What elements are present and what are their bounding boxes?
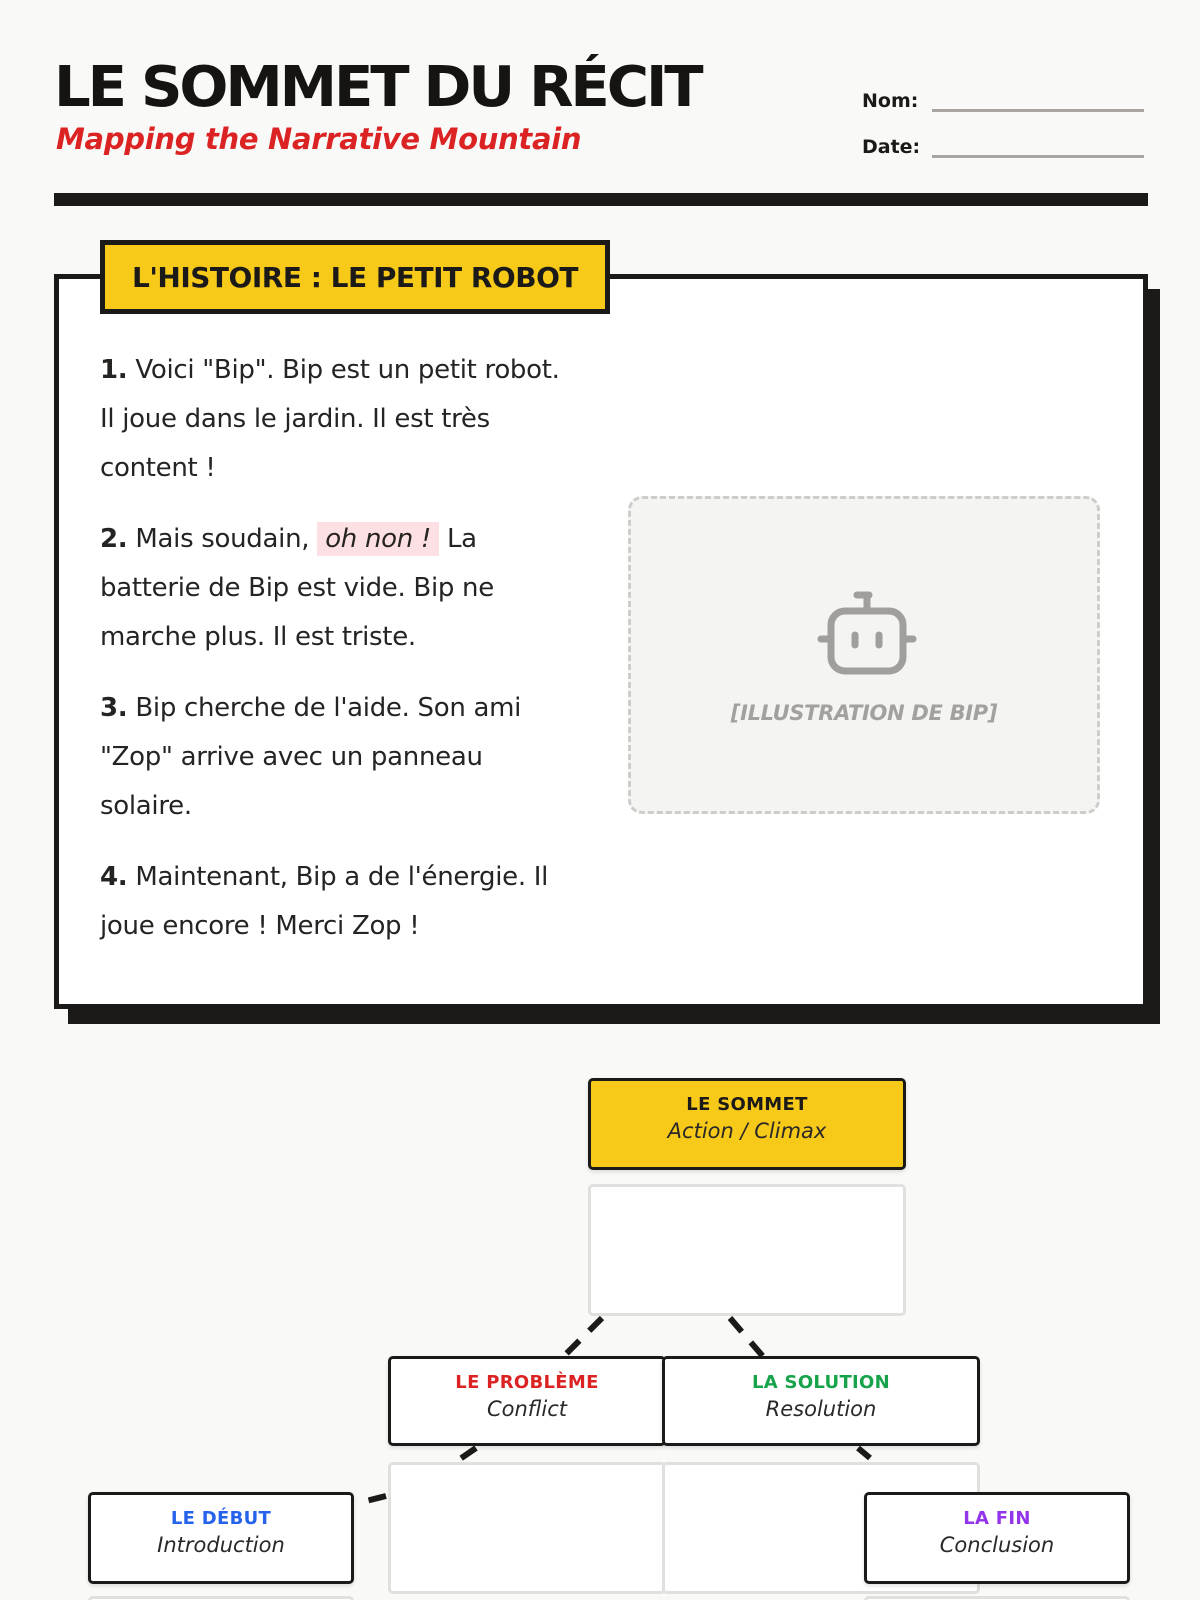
name-label: Nom:	[862, 90, 919, 112]
paragraph-text: La batterie de Bip est vide. Bip ne marche plus. Il est triste.	[100, 524, 494, 652]
paragraph-number: 3.	[100, 693, 128, 723]
page-title: LE SOMMET DU RÉCIT	[54, 55, 701, 120]
node-le-probleme	[388, 1356, 666, 1446]
worksheet-header	[54, 56, 1148, 166]
node-subtitle: Conclusion	[939, 1533, 1055, 1557]
answer-box-sommet[interactable]	[588, 1184, 906, 1316]
illustration-placeholder	[628, 496, 1100, 814]
page-subtitle: Mapping the Narrative Mountain	[56, 122, 582, 156]
story-paragraph-1	[100, 346, 570, 493]
node-title: LA FIN	[963, 1508, 1031, 1529]
node-title: LE DÉBUT	[170, 1508, 272, 1529]
node-title: LE SOMMET	[686, 1094, 808, 1115]
robot-icon	[817, 591, 917, 677]
node-la-fin	[864, 1492, 1130, 1584]
node-title: LE PROBLÈME	[455, 1372, 599, 1393]
paragraph-number: 4.	[100, 862, 128, 892]
node-subtitle: Resolution	[765, 1397, 877, 1421]
answer-box-probleme[interactable]	[388, 1462, 666, 1594]
node-le-sommet	[588, 1078, 906, 1170]
paragraph-text: Bip cherche de l'aide. Son ami "Zop" arrive avec un panneau solaire.	[100, 693, 522, 821]
node-title: LA SOLUTION	[751, 1372, 891, 1393]
story-paragraphs	[100, 346, 570, 973]
date-field[interactable]	[862, 136, 1144, 158]
paragraph-number: 2.	[100, 524, 128, 554]
story-paragraph-3	[100, 684, 570, 831]
story-paragraph-4	[100, 853, 570, 951]
date-label: Date:	[862, 136, 921, 158]
story-paragraph-2	[100, 515, 570, 662]
answer-box-fin[interactable]	[864, 1596, 1130, 1600]
node-subtitle: Conflict	[486, 1397, 567, 1421]
node-subtitle: Introduction	[157, 1533, 285, 1557]
highlighted-phrase: oh non !	[317, 522, 439, 556]
paragraph-number: 1.	[100, 355, 128, 385]
node-le-debut	[88, 1492, 354, 1584]
name-field[interactable]	[862, 90, 1144, 112]
date-blank-line[interactable]	[932, 155, 1144, 158]
paragraph-text: Voici "Bip". Bip est un petit robot. Il joue dans le jardin. Il est très content !	[100, 355, 560, 483]
paragraph-text: Maintenant, Bip a de l'énergie. Il joue encore ! Merci Zop !	[100, 862, 549, 941]
illustration-label: [ILLUSTRATION DE BIP]	[730, 701, 998, 725]
paragraph-text: Mais soudain,	[135, 524, 310, 554]
header-divider	[54, 193, 1148, 206]
name-blank-line[interactable]	[932, 109, 1144, 112]
answer-box-debut[interactable]	[88, 1596, 354, 1600]
story-title-tab: L'HISTOIRE : LE PETIT ROBOT	[100, 240, 610, 314]
node-subtitle: Action / Climax	[667, 1119, 827, 1143]
node-la-solution	[662, 1356, 980, 1446]
